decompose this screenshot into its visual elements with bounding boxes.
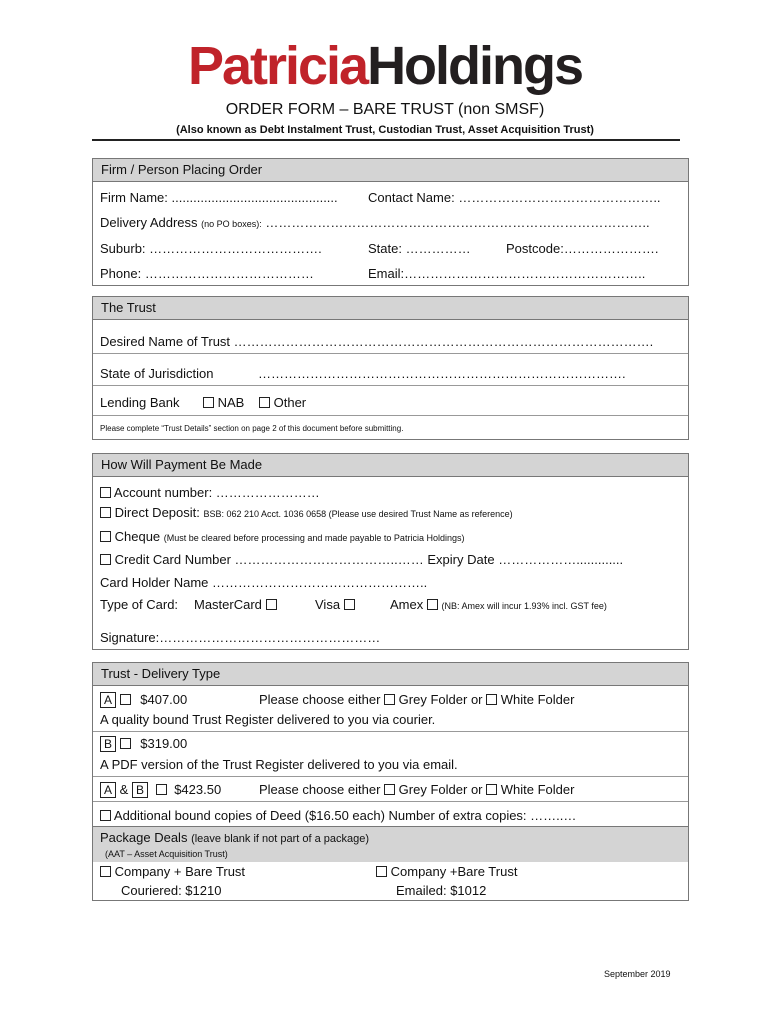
package-emailed-checkbox[interactable] (376, 866, 387, 877)
jurisdiction-field[interactable]: …………………………………………………………………………. (258, 366, 626, 381)
option-a[interactable] (100, 691, 187, 709)
mastercard-label: MasterCard (194, 597, 262, 612)
amex-checkbox[interactable] (427, 599, 438, 610)
cheque-option[interactable] (100, 528, 464, 547)
cheque-detail: (Must be cleared before processing and made payable to Patricia Holdings) (163, 533, 465, 543)
grey-folder-label: Grey Folder (398, 782, 468, 797)
amex-option[interactable] (390, 596, 607, 615)
delivery-address-note: (no PO boxes): (201, 219, 262, 229)
package-deals-heading: Package Deals (100, 830, 188, 845)
visa-checkbox[interactable] (344, 599, 355, 610)
package-couriered-checkbox[interactable] (100, 866, 111, 877)
delivery-address-field[interactable] (100, 214, 650, 233)
firm-section-heading: Firm / Person Placing Order (93, 159, 688, 182)
package-emailed-line1: Company +Bare Trust (390, 864, 518, 879)
email-field[interactable]: Email:……………………………………………….. (368, 266, 646, 281)
mastercard-checkbox[interactable] (266, 599, 277, 610)
direct-deposit-option[interactable] (100, 504, 513, 523)
desired-trust-name-dots: ……………………………………………………………………………………. (233, 334, 654, 349)
folder-choice-label: Please choose either (259, 692, 381, 707)
option-ab-checkbox[interactable] (156, 784, 167, 795)
visa-option[interactable] (315, 596, 355, 614)
footer-date: September 2019 (604, 969, 671, 979)
divider (93, 731, 688, 732)
option-ab[interactable] (100, 781, 221, 799)
direct-deposit-detail: BSB: 062 210 Acct. 1036 0658 (Please use desired Trust Name as reference) (203, 509, 513, 519)
package-option-couriered[interactable] (100, 863, 245, 881)
mastercard-option[interactable] (194, 596, 277, 614)
form-subtitle: (Also known as Debt Instalment Trust, Custodian Trust, Asset Acquisition Trust) (176, 124, 594, 136)
option-ab-label-b: B (132, 782, 148, 798)
amex-label: Amex (390, 597, 424, 612)
package-option-emailed[interactable] (376, 863, 517, 881)
credit-card-option[interactable] (100, 551, 623, 569)
package-couriered-line1: Company + Bare Trust (114, 864, 246, 879)
divider (93, 385, 688, 386)
option-ab-ampersand: & (119, 782, 129, 797)
direct-deposit-checkbox[interactable] (100, 507, 111, 518)
option-ab-price: $423.50 (174, 782, 222, 797)
additional-copies-label: Additional bound copies of Deed ($16.50 each) Number of extra copies: ……..… (113, 808, 577, 823)
or-label: or (470, 692, 483, 707)
signature-field[interactable]: Signature:…………………………………………… (100, 630, 381, 645)
option-ab-label-a: A (100, 782, 116, 798)
grey-folder-label: Grey Folder (398, 692, 468, 707)
account-number-option[interactable] (100, 484, 320, 502)
delivery-section (92, 662, 689, 901)
grey-folder-checkbox[interactable] (384, 784, 395, 795)
other-bank-label: Other (273, 395, 307, 410)
nab-option[interactable] (203, 394, 244, 412)
account-number-checkbox[interactable] (100, 487, 111, 498)
brand-logo (0, 36, 770, 96)
other-bank-option[interactable] (259, 394, 306, 412)
credit-card-label: Credit Card Number ………………………………..…… Expiry Date ………………............. (114, 552, 624, 567)
form-title: ORDER FORM – BARE TRUST (non SMSF) (225, 101, 545, 118)
option-b[interactable] (100, 735, 187, 753)
firm-name-field[interactable]: Firm Name: .............................................. (100, 190, 338, 205)
title-divider (92, 139, 680, 141)
divider (93, 415, 688, 416)
additional-copies-checkbox[interactable] (100, 810, 111, 821)
option-b-description: A PDF version of the Trust Register delivered to you via email. (100, 757, 458, 772)
delivery-address-label: Delivery Address (100, 215, 198, 230)
option-b-price: $319.00 (140, 736, 188, 751)
brand-name-part2: Holdings (367, 36, 583, 96)
nab-checkbox[interactable] (203, 397, 214, 408)
option-a-price: $407.00 (140, 692, 188, 707)
option-a-label: A (100, 692, 116, 708)
visa-label: Visa (315, 597, 341, 612)
additional-copies-option[interactable] (100, 807, 576, 825)
other-bank-checkbox[interactable] (259, 397, 270, 408)
white-folder-label: White Folder (500, 782, 575, 797)
direct-deposit-label: Direct Deposit: (114, 505, 200, 520)
trust-section (92, 296, 689, 440)
package-emailed-line2: Emailed: $1012 (396, 883, 487, 898)
option-b-label: B (100, 736, 116, 752)
phone-field[interactable]: Phone: ………………………………… (100, 266, 314, 281)
option-b-checkbox[interactable] (120, 738, 131, 749)
payment-section-heading: How Will Payment Be Made (93, 454, 688, 477)
folder-choice-label: Please choose either (259, 782, 381, 797)
trust-details-note: Please complete “Trust Details” section on page 2 of this document before submitting. (100, 424, 404, 433)
white-folder-checkbox[interactable] (486, 784, 497, 795)
delivery-address-dots: …………………………………………………………………………….. (265, 215, 650, 230)
postcode-field[interactable]: Postcode:…………………. (506, 241, 659, 256)
white-folder-checkbox[interactable] (486, 694, 497, 705)
desired-trust-name-field[interactable] (100, 333, 653, 351)
option-ab-folder-choice (259, 781, 574, 799)
firm-section (92, 158, 689, 286)
payment-section (92, 453, 689, 650)
contact-name-field[interactable]: Contact Name: ……………………………………….. (368, 190, 661, 205)
divider (93, 353, 688, 354)
divider (93, 776, 688, 777)
cheque-checkbox[interactable] (100, 531, 111, 542)
option-a-folder-choice (259, 691, 574, 709)
trust-section-heading: The Trust (93, 297, 688, 320)
package-couriered-line2: Couriered: $1210 (121, 883, 222, 898)
state-field[interactable]: State: …………… (368, 241, 471, 256)
delivery-section-heading: Trust - Delivery Type (93, 663, 688, 686)
credit-card-checkbox[interactable] (100, 554, 111, 565)
suburb-field[interactable]: Suburb: …………………………………. (100, 241, 322, 256)
aat-note: (AAT – Asset Acquisition Trust) (105, 849, 228, 859)
amex-fee-note: (NB: Amex will incur 1.93% incl. GST fee) (441, 601, 607, 611)
lending-bank-label: Lending Bank (100, 395, 180, 410)
white-folder-label: White Folder (500, 692, 575, 707)
option-a-checkbox[interactable] (120, 694, 131, 705)
account-number-label: Account number: …………………… (113, 485, 320, 500)
jurisdiction-label: State of Jurisdiction (100, 366, 214, 381)
nab-label: NAB (217, 395, 245, 410)
or-label: or (470, 782, 483, 797)
divider (93, 801, 688, 802)
package-deals-note: (leave blank if not part of a package) (191, 833, 370, 845)
type-of-card-label: Type of Card: (100, 597, 179, 612)
brand-name-part1: Patricia (187, 36, 368, 96)
desired-trust-name-label: Desired Name of Trust (100, 334, 231, 349)
cheque-label: Cheque (114, 529, 161, 544)
option-a-description: A quality bound Trust Register delivered to you via courier. (100, 712, 436, 727)
package-deals-header (93, 826, 688, 862)
grey-folder-checkbox[interactable] (384, 694, 395, 705)
card-holder-field[interactable]: Card Holder Name ………………………………………….. (100, 575, 428, 590)
